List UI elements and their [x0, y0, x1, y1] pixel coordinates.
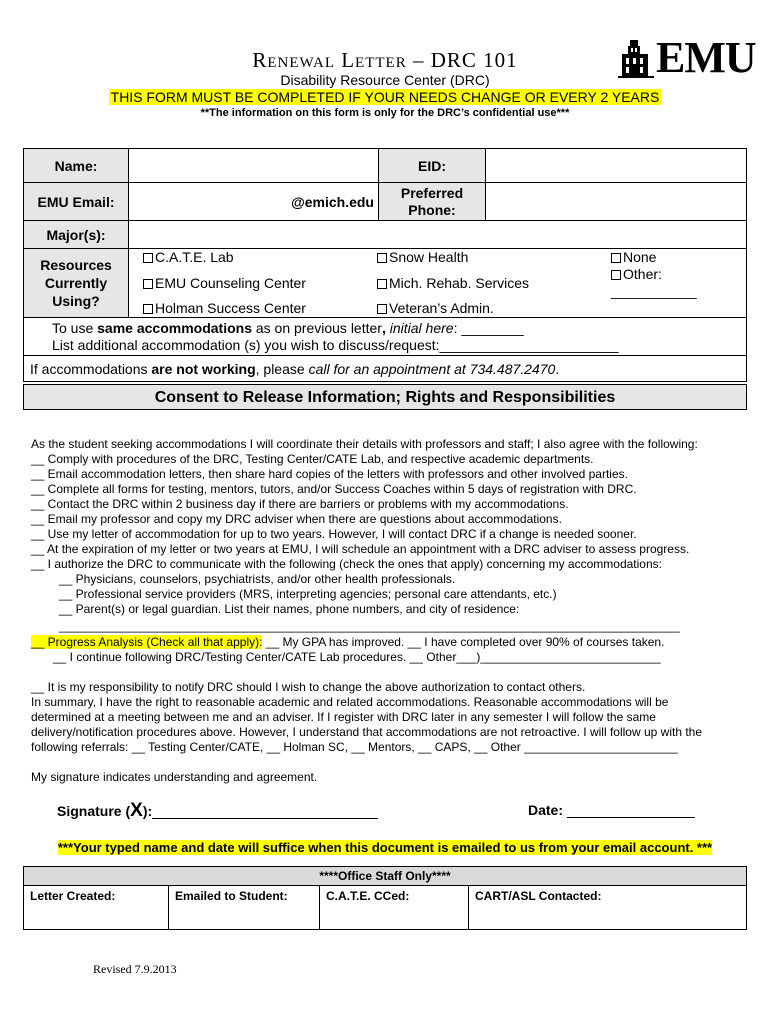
agreement-line: My signature indicates understanding and agreement.: [31, 770, 318, 784]
consent-line[interactable]: __ Email accommodation letters, then share hard copies of the letters with professors and other involved parties.: [31, 467, 628, 481]
office-staff-heading: ****Office Staff Only****: [24, 867, 747, 886]
option-label: Holman Success Center: [155, 300, 306, 316]
option-label: Mich. Rehab. Services: [389, 274, 530, 291]
closing-line[interactable]: following referrals: __ Testing Center/CATE, __ Holman SC, __ Mentors, __ CAPS, __ Other _______________________: [31, 740, 678, 754]
option-none[interactable]: [607, 249, 746, 266]
consent-line[interactable]: __ Contact the DRC within 2 business day if there are barriers or problems with my accommodations.: [31, 497, 569, 511]
cate-cced-cell[interactable]: C.A.T.E. CCed:: [320, 886, 469, 930]
email-label: EMU Email:: [24, 183, 129, 221]
consent-line: As the student seeking accommodations I will coordinate their details with professors and staff; I also agree with the following:: [31, 437, 698, 451]
signature-label: Signature (: [57, 803, 131, 819]
authorize-option[interactable]: __ Physicians, counselors, psychiatrists, and/or other health professionals.: [59, 572, 456, 586]
checkbox-icon[interactable]: [611, 253, 621, 263]
phone-label-line1: Preferred: [400, 184, 464, 201]
closing-line: delivery/notification procedures above. However, I understand that accommodations are not retroactive. I will follow up with the: [31, 725, 703, 739]
checkbox-icon[interactable]: [143, 253, 153, 263]
progress-analysis-line[interactable]: [31, 635, 743, 650]
option-label: None: [623, 249, 657, 265]
resources-options: [129, 249, 747, 318]
form-title: Renewal Letter – DRC 101: [252, 48, 518, 72]
checkbox-icon[interactable]: [143, 279, 153, 289]
closing-line[interactable]: __ It is my responsibility to notify DRC should I wish to change the above authorization to contact others.: [31, 680, 586, 694]
consent-body: [31, 437, 743, 785]
typed-name-text: ***Your typed name and date will suffice when this document is emailed to us from your email account. ***: [57, 840, 713, 855]
phone-label: [379, 183, 486, 221]
resources-label-line2: Currently: [44, 275, 108, 291]
option-holman[interactable]: [129, 300, 373, 317]
name-field[interactable]: [129, 149, 379, 183]
name-label: Name:: [24, 149, 129, 183]
eid-label: EID:: [379, 149, 486, 183]
closing-line: In summary, I have the right to reasonable academic and related accommodations. Reasonable accommodations will be: [31, 695, 669, 709]
consent-heading: Consent to Release Information; Rights and Responsibilities: [23, 384, 747, 410]
option-cate-lab[interactable]: [129, 249, 373, 266]
option-mich-rehab[interactable]: [373, 266, 607, 300]
not-working-line: If accommodations are not working, please call for an appointment at 734.487.2470.: [24, 356, 747, 382]
office-staff-table: [23, 866, 747, 930]
resources-label-line3: Using?: [52, 293, 100, 309]
emailed-student-cell[interactable]: Emailed to Student:: [169, 886, 320, 930]
signature-label-end: ):: [142, 803, 153, 819]
date-field[interactable]: [567, 803, 695, 818]
checkbox-icon[interactable]: [377, 253, 387, 263]
signature-field[interactable]: [152, 804, 378, 819]
resources-label: [24, 249, 129, 318]
checkbox-icon[interactable]: [377, 279, 387, 289]
progress-options: __ My GPA has improved. __ I have completed over 90% of courses taken.: [262, 635, 665, 649]
consent-line[interactable]: __ I authorize the DRC to communicate with the following (check the ones that apply) concerning my accommodations:: [31, 557, 662, 571]
closing-line: determined at a meeting between me and an adviser. If I register with DRC later in any semester I will follow the same: [31, 710, 656, 724]
accommodations-section: [24, 318, 747, 356]
option-label: Other: ___________: [611, 266, 697, 299]
option-emu-counseling[interactable]: [129, 266, 373, 300]
authorize-option[interactable]: __ Parent(s) or legal guardian. List their names, phone numbers, and city of residence:: [59, 602, 520, 616]
consent-line[interactable]: __ Comply with procedures of the DRC, Testing Center/CATE Lab, and respective academic departments.: [31, 452, 594, 466]
resources-label-line1: Resources: [40, 257, 112, 273]
logo-wordmark: EMU: [656, 33, 756, 82]
warning-banner: [0, 89, 770, 105]
signature-row: [57, 800, 378, 822]
consent-line[interactable]: __ Use my letter of accommodation for up to two years. However, I will contact DRC if a change is needed sooner.: [31, 527, 637, 541]
warning-text: THIS FORM MUST BE COMPLETED IF YOUR NEEDS CHANGE OR EVERY 2 YEARS: [110, 89, 660, 105]
consent-line[interactable]: __ Complete all forms for testing, mentors, tutors, and/or Success Coaches within 5 days of registration with DRC.: [31, 482, 637, 496]
progress-analysis-line2[interactable]: __ I continue following DRC/Testing Center/CATE Lab procedures. __ Other___)___________________________: [53, 650, 661, 664]
option-label: EMU Counseling Center: [155, 274, 306, 291]
eid-field[interactable]: [486, 149, 747, 183]
progress-highlight: __ Progress Analysis (Check all that apply):: [31, 635, 263, 649]
checkbox-icon[interactable]: [611, 270, 621, 280]
letter-created-cell[interactable]: Letter Created:: [24, 886, 169, 930]
guardian-info-line[interactable]: _____________________________________________________________________________________________: [59, 619, 680, 633]
consent-line[interactable]: __ Email my professor and copy my DRC adviser when there are questions about accommodations.: [31, 512, 562, 526]
date-row: [528, 802, 695, 818]
option-label: Veteran’s Admin.: [389, 300, 494, 316]
major-field[interactable]: [129, 221, 747, 249]
subtitle: Disability Resource Center (DRC): [280, 72, 490, 88]
additional-accommodations-line[interactable]: List additional accommodation (s) you wish to discuss/request:_______________________: [52, 336, 619, 353]
date-label: Date:: [528, 802, 564, 818]
option-other[interactable]: [607, 266, 746, 300]
option-label: C.A.T.E. Lab: [155, 249, 234, 265]
major-label: Major(s):: [24, 221, 129, 249]
phone-field[interactable]: [486, 183, 747, 221]
student-info-table: [23, 148, 747, 382]
option-snow-health[interactable]: [373, 249, 607, 266]
typed-name-note: [0, 840, 770, 855]
checkbox-icon[interactable]: [143, 304, 153, 314]
revision-date: Revised 7.9.2013: [93, 962, 177, 976]
confidential-note: **The information on this form is only for the DRC’s confidential use***: [200, 107, 570, 119]
cart-asl-cell[interactable]: CART/ASL Contacted:: [469, 886, 747, 930]
resources-grid: [129, 249, 746, 317]
email-suffix: @emich.edu: [291, 193, 374, 210]
consent-line[interactable]: __ At the expiration of my letter or two years at EMU, I will schedule an appointment with a DRC adviser to assess progress.: [31, 542, 690, 556]
same-accommodations-line[interactable]: To use same accommodations as on previous letter, initial here: ________: [52, 319, 524, 336]
authorize-option[interactable]: __ Professional service providers (MRS, interpreting agencies; personal care attendants, etc.): [59, 587, 557, 601]
option-veterans[interactable]: [373, 300, 607, 317]
option-label: Snow Health: [389, 249, 469, 265]
phone-label-line2: Phone:: [408, 201, 456, 218]
email-field[interactable]: [129, 183, 379, 221]
checkbox-icon[interactable]: [377, 304, 387, 314]
signature-x: X: [130, 800, 143, 821]
